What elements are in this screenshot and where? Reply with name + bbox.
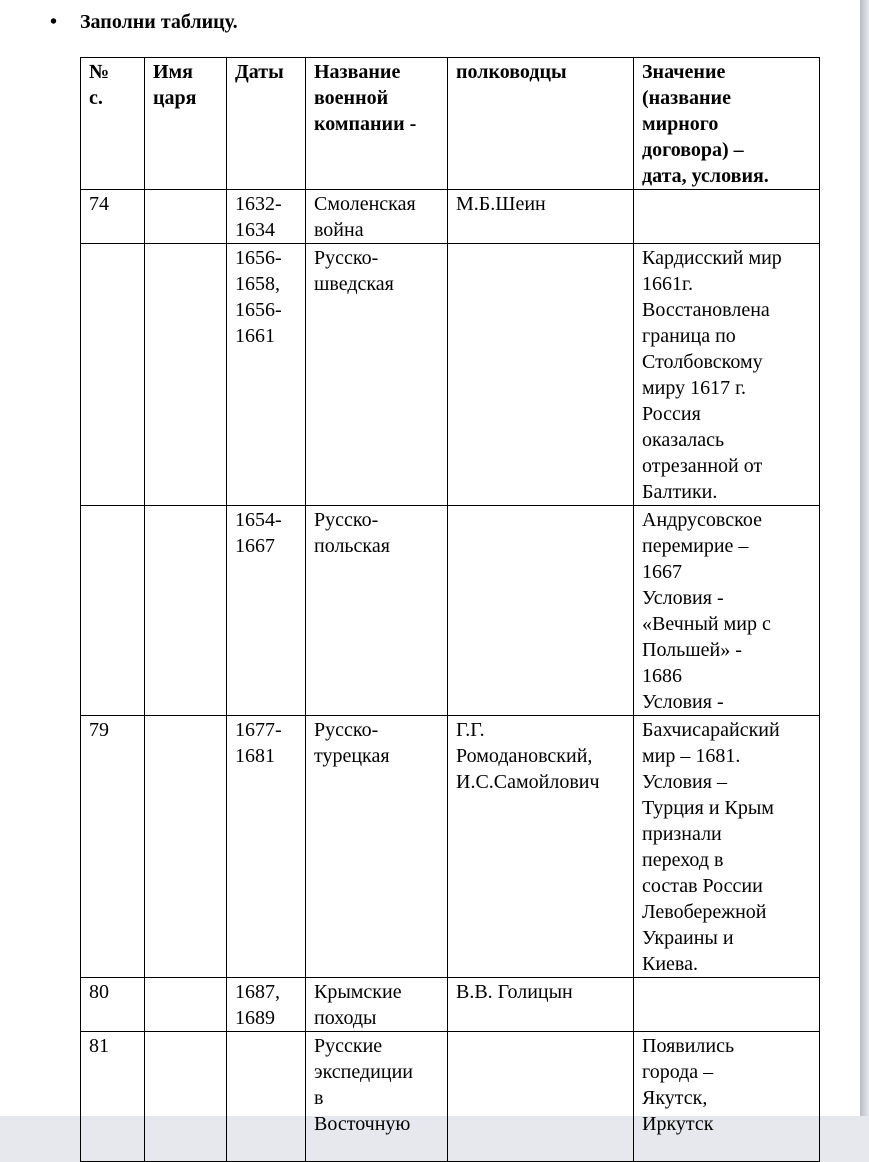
cell-number: 79 — [81, 716, 145, 978]
cell-dates: 1654- 1667 — [227, 506, 306, 716]
table-row — [81, 506, 820, 716]
task-text: Заполни таблицу. — [80, 11, 238, 33]
cell-dates: 1677- 1681 — [227, 716, 306, 978]
cell-number: 81 — [81, 1032, 145, 1162]
cell-result: Появились города – Якутск, Иркутск — [634, 1032, 820, 1162]
table-row — [81, 244, 820, 506]
cell-number — [81, 506, 145, 716]
cell-commanders — [448, 244, 634, 506]
cell-campaign: Смоленская война — [306, 190, 448, 244]
cell-result: Бахчисарайский мир – 1681. Условия – Турция и Крым признали переход в состав России Левобережной Украины и Киева. — [634, 716, 820, 978]
cell-dates: 1656- 1658, 1656- 1661 — [227, 244, 306, 506]
page-edge-shadow — [860, 0, 869, 1116]
cell-commanders: М.Б.Шеин — [448, 190, 634, 244]
cell-tsar-name — [145, 190, 227, 244]
cell-dates: 1632- 1634 — [227, 190, 306, 244]
cell-commanders: В.В. Голицын — [448, 978, 634, 1032]
cell-result: Андрусовское перемирие – 1667 Условия - «Вечный мир с Польшей» - 1686 Условия - — [634, 506, 820, 716]
cell-commanders: Г.Г. Ромодановский, И.С.Самойлович — [448, 716, 634, 978]
cell-campaign: Крымские походы — [306, 978, 448, 1032]
header-campaign-name: Название военной компании - — [306, 58, 448, 190]
table-header-row — [81, 58, 820, 190]
cell-dates — [227, 1032, 306, 1162]
cell-commanders — [448, 506, 634, 716]
cell-campaign: Русско- польская — [306, 506, 448, 716]
task-instruction — [50, 8, 238, 36]
cell-number: 74 — [81, 190, 145, 244]
header-significance: Значение (название мирного договора) – дата, условия. — [634, 58, 820, 190]
header-dates: Даты — [227, 58, 306, 190]
cell-tsar-name — [145, 716, 227, 978]
header-tsar-name: Имя царя — [145, 58, 227, 190]
cell-number — [81, 244, 145, 506]
cell-number: 80 — [81, 978, 145, 1032]
cell-tsar-name — [145, 244, 227, 506]
cell-result: Кардисский мир 1661г. Восстановлена граница по Столбовскому миру 1617 г. Россия оказалась отрезанной от Балтики. — [634, 244, 820, 506]
cell-campaign: Русско- турецкая — [306, 716, 448, 978]
cell-campaign: Русские экспедиции в Восточную — [306, 1032, 448, 1162]
cell-result — [634, 190, 820, 244]
cell-dates: 1687, 1689 — [227, 978, 306, 1032]
cell-campaign: Русско- шведская — [306, 244, 448, 506]
table-row — [81, 716, 820, 978]
cell-tsar-name — [145, 1032, 227, 1162]
table-row — [81, 190, 820, 244]
header-commanders: полководцы — [448, 58, 634, 190]
table-row — [81, 1032, 820, 1162]
cell-tsar-name — [145, 506, 227, 716]
cell-result — [634, 978, 820, 1032]
campaigns-table — [80, 57, 820, 1162]
cell-commanders — [448, 1032, 634, 1162]
bullet-marker: • — [50, 11, 58, 33]
cell-tsar-name — [145, 978, 227, 1032]
header-number: № с. — [81, 58, 145, 190]
table-row — [81, 978, 820, 1032]
